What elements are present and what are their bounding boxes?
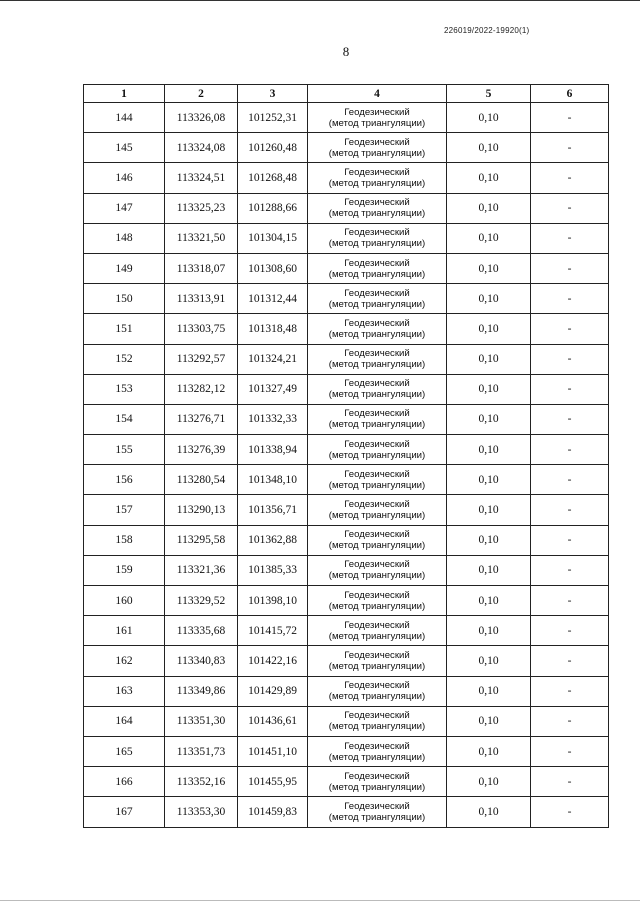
x-coordinate-cell: 113295,58 [165,525,238,555]
method-text: (метод триангуляции) [328,479,426,491]
x-coordinate-cell: 113326,08 [165,103,238,133]
table-row [84,767,609,797]
x-coordinate-cell: 113321,50 [165,223,238,253]
note-cell: - [531,133,609,163]
method-cell [308,646,447,676]
y-coordinate-cell: 101324,21 [238,344,308,374]
method-cell [308,374,447,404]
table-row [84,163,609,193]
point-number-cell: 146 [84,163,165,193]
document-number: 226019/2022-19920(1) [444,26,530,35]
method-text: (метод триангуляции) [328,781,426,793]
y-coordinate-cell: 101312,44 [238,284,308,314]
y-coordinate-cell: 101348,10 [238,465,308,495]
method-text: (метод триангуляции) [328,208,426,220]
accuracy-cell: 0,10 [447,586,531,616]
accuracy-cell: 0,10 [447,133,531,163]
point-number-cell: 165 [84,736,165,766]
accuracy-cell: 0,10 [447,555,531,585]
x-coordinate-cell: 113351,73 [165,736,238,766]
point-number-cell: 166 [84,767,165,797]
method-text: (метод триангуляции) [328,419,426,431]
accuracy-cell: 0,10 [447,404,531,434]
method-text: Геодезический [344,680,410,692]
x-coordinate-cell: 113303,75 [165,314,238,344]
method-text: (метод триангуляции) [328,449,426,461]
x-coordinate-cell: 113276,39 [165,435,238,465]
note-cell: - [531,706,609,736]
note-cell: - [531,253,609,283]
method-cell [308,435,447,465]
column-header: 4 [308,85,447,103]
accuracy-cell: 0,10 [447,616,531,646]
page-number: 8 [342,44,350,59]
y-coordinate-cell: 101451,10 [238,736,308,766]
method-text: Геодезический [344,800,410,812]
method-cell [308,797,447,827]
point-number-cell: 153 [84,374,165,404]
x-coordinate-cell: 113313,91 [165,284,238,314]
y-coordinate-cell: 101455,95 [238,767,308,797]
note-cell: - [531,767,609,797]
method-cell [308,465,447,495]
table-row [84,676,609,706]
method-cell [308,253,447,283]
x-coordinate-cell: 113276,71 [165,404,238,434]
method-text: (метод триангуляции) [328,751,426,763]
method-cell [308,767,447,797]
table-row [84,616,609,646]
point-number-cell: 147 [84,193,165,223]
column-header: 3 [238,85,308,103]
y-coordinate-cell: 101252,31 [238,103,308,133]
method-text: Геодезический [344,257,410,269]
note-cell: - [531,193,609,223]
table-row [84,525,609,555]
method-cell [308,676,447,706]
x-coordinate-cell: 113329,52 [165,586,238,616]
point-number-cell: 162 [84,646,165,676]
point-number-cell: 158 [84,525,165,555]
method-cell [308,163,447,193]
x-coordinate-cell: 113353,30 [165,797,238,827]
table-row [84,465,609,495]
method-text: (метод триангуляции) [328,268,426,280]
table-row [84,133,609,163]
point-number-cell: 156 [84,465,165,495]
note-cell: - [531,314,609,344]
table-header-row [84,85,609,103]
y-coordinate-cell: 101436,61 [238,706,308,736]
note-cell: - [531,646,609,676]
accuracy-cell: 0,10 [447,525,531,555]
point-number-cell: 154 [84,404,165,434]
method-text: Геодезический [344,468,410,480]
method-text: (метод триангуляции) [328,540,426,552]
method-cell [308,193,447,223]
table-row [84,586,609,616]
point-number-cell: 149 [84,253,165,283]
method-cell [308,284,447,314]
accuracy-cell: 0,10 [447,797,531,827]
accuracy-cell: 0,10 [447,163,531,193]
method-cell [308,525,447,555]
table-row [84,314,609,344]
method-text: (метод триангуляции) [328,298,426,310]
accuracy-cell: 0,10 [447,103,531,133]
method-text: (метод триангуляции) [328,177,426,189]
column-header: 6 [531,85,609,103]
table-row [84,193,609,223]
note-cell: - [531,103,609,133]
x-coordinate-cell: 113325,23 [165,193,238,223]
method-text: Геодезический [344,619,410,631]
method-text: Геодезический [344,438,410,450]
note-cell: - [531,495,609,525]
column-header: 5 [447,85,531,103]
note-cell: - [531,163,609,193]
y-coordinate-cell: 101356,71 [238,495,308,525]
method-text: (метод триангуляции) [328,660,426,672]
note-cell: - [531,586,609,616]
method-text: Геодезический [344,378,410,390]
x-coordinate-cell: 113324,51 [165,163,238,193]
method-cell [308,344,447,374]
y-coordinate-cell: 101415,72 [238,616,308,646]
table-row [84,797,609,827]
method-text: Геодезический [344,166,410,178]
point-number-cell: 144 [84,103,165,133]
coordinates-table [83,84,609,828]
table-row [84,435,609,465]
x-coordinate-cell: 113318,07 [165,253,238,283]
method-cell [308,223,447,253]
method-text: Геодезический [344,106,410,118]
accuracy-cell: 0,10 [447,767,531,797]
x-coordinate-cell: 113280,54 [165,465,238,495]
table-row [84,253,609,283]
table-row [84,223,609,253]
method-text: Геодезический [344,408,410,420]
method-cell [308,616,447,646]
y-coordinate-cell: 101308,60 [238,253,308,283]
method-text: Геодезический [344,197,410,209]
table-row [84,103,609,133]
method-text: Геодезический [344,649,410,661]
note-cell: - [531,404,609,434]
note-cell: - [531,435,609,465]
method-text: (метод триангуляции) [328,510,426,522]
accuracy-cell: 0,10 [447,676,531,706]
point-number-cell: 152 [84,344,165,374]
y-coordinate-cell: 101429,89 [238,676,308,706]
method-text: (метод триангуляции) [328,691,426,703]
note-cell: - [531,374,609,404]
table-row [84,404,609,434]
method-cell [308,736,447,766]
y-coordinate-cell: 101338,94 [238,435,308,465]
note-cell: - [531,676,609,706]
y-coordinate-cell: 101459,83 [238,797,308,827]
method-cell [308,404,447,434]
table-row [84,555,609,585]
y-coordinate-cell: 101362,88 [238,525,308,555]
method-text: (метод триангуляции) [328,328,426,340]
accuracy-cell: 0,10 [447,374,531,404]
point-number-cell: 155 [84,435,165,465]
note-cell: - [531,465,609,495]
method-text: (метод триангуляции) [328,600,426,612]
method-text: Геодезический [344,710,410,722]
point-number-cell: 164 [84,706,165,736]
x-coordinate-cell: 113349,86 [165,676,238,706]
note-cell: - [531,797,609,827]
method-text: (метод триангуляции) [328,117,426,129]
note-cell: - [531,525,609,555]
x-coordinate-cell: 113321,36 [165,555,238,585]
method-text: Геодезический [344,499,410,511]
y-coordinate-cell: 101260,48 [238,133,308,163]
table-row [84,374,609,404]
accuracy-cell: 0,10 [447,465,531,495]
method-text: Геодезический [344,740,410,752]
method-text: Геодезический [344,348,410,360]
x-coordinate-cell: 113292,57 [165,344,238,374]
table-body [84,103,609,828]
point-number-cell: 151 [84,314,165,344]
x-coordinate-cell: 113282,12 [165,374,238,404]
note-cell: - [531,284,609,314]
method-cell [308,555,447,585]
accuracy-cell: 0,10 [447,646,531,676]
method-text: Геодезический [344,227,410,239]
table-row [84,736,609,766]
point-number-cell: 161 [84,616,165,646]
y-coordinate-cell: 101398,10 [238,586,308,616]
x-coordinate-cell: 113340,83 [165,646,238,676]
method-text: Геодезический [344,559,410,571]
method-cell [308,103,447,133]
y-coordinate-cell: 101304,15 [238,223,308,253]
note-cell: - [531,555,609,585]
point-number-cell: 150 [84,284,165,314]
method-text: (метод триангуляции) [328,238,426,250]
method-text: (метод триангуляции) [328,359,426,371]
method-text: Геодезический [344,770,410,782]
top-border-line [0,0,640,1]
y-coordinate-cell: 101385,33 [238,555,308,585]
table-row [84,706,609,736]
method-text: Геодезический [344,136,410,148]
accuracy-cell: 0,10 [447,253,531,283]
method-text: (метод триангуляции) [328,147,426,159]
point-number-cell: 145 [84,133,165,163]
method-text: (метод триангуляции) [328,721,426,733]
table-row [84,646,609,676]
accuracy-cell: 0,10 [447,193,531,223]
method-text: (метод триангуляции) [328,570,426,582]
method-text: Геодезический [344,529,410,541]
x-coordinate-cell: 113324,08 [165,133,238,163]
accuracy-cell: 0,10 [447,736,531,766]
method-text: (метод триангуляции) [328,389,426,401]
table-row [84,495,609,525]
y-coordinate-cell: 101332,33 [238,404,308,434]
method-text: (метод триангуляции) [328,630,426,642]
x-coordinate-cell: 113352,16 [165,767,238,797]
y-coordinate-cell: 101318,48 [238,314,308,344]
column-header: 1 [84,85,165,103]
column-header: 2 [165,85,238,103]
note-cell: - [531,616,609,646]
y-coordinate-cell: 101268,48 [238,163,308,193]
note-cell: - [531,223,609,253]
accuracy-cell: 0,10 [447,284,531,314]
note-cell: - [531,736,609,766]
y-coordinate-cell: 101288,66 [238,193,308,223]
accuracy-cell: 0,10 [447,495,531,525]
x-coordinate-cell: 113290,13 [165,495,238,525]
accuracy-cell: 0,10 [447,314,531,344]
point-number-cell: 157 [84,495,165,525]
note-cell: - [531,344,609,374]
accuracy-cell: 0,10 [447,706,531,736]
table-row [84,284,609,314]
method-cell [308,706,447,736]
method-text: Геодезический [344,317,410,329]
point-number-cell: 148 [84,223,165,253]
table-row [84,344,609,374]
point-number-cell: 160 [84,586,165,616]
point-number-cell: 163 [84,676,165,706]
method-text: Геодезический [344,287,410,299]
method-cell [308,133,447,163]
x-coordinate-cell: 113351,30 [165,706,238,736]
x-coordinate-cell: 113335,68 [165,616,238,646]
y-coordinate-cell: 101327,49 [238,374,308,404]
method-cell [308,495,447,525]
accuracy-cell: 0,10 [447,223,531,253]
point-number-cell: 159 [84,555,165,585]
method-cell [308,314,447,344]
accuracy-cell: 0,10 [447,435,531,465]
accuracy-cell: 0,10 [447,344,531,374]
point-number-cell: 167 [84,797,165,827]
method-text: Геодезический [344,589,410,601]
method-text: (метод триангуляции) [328,811,426,823]
bottom-scan-edge [0,900,640,901]
method-cell [308,586,447,616]
y-coordinate-cell: 101422,16 [238,646,308,676]
